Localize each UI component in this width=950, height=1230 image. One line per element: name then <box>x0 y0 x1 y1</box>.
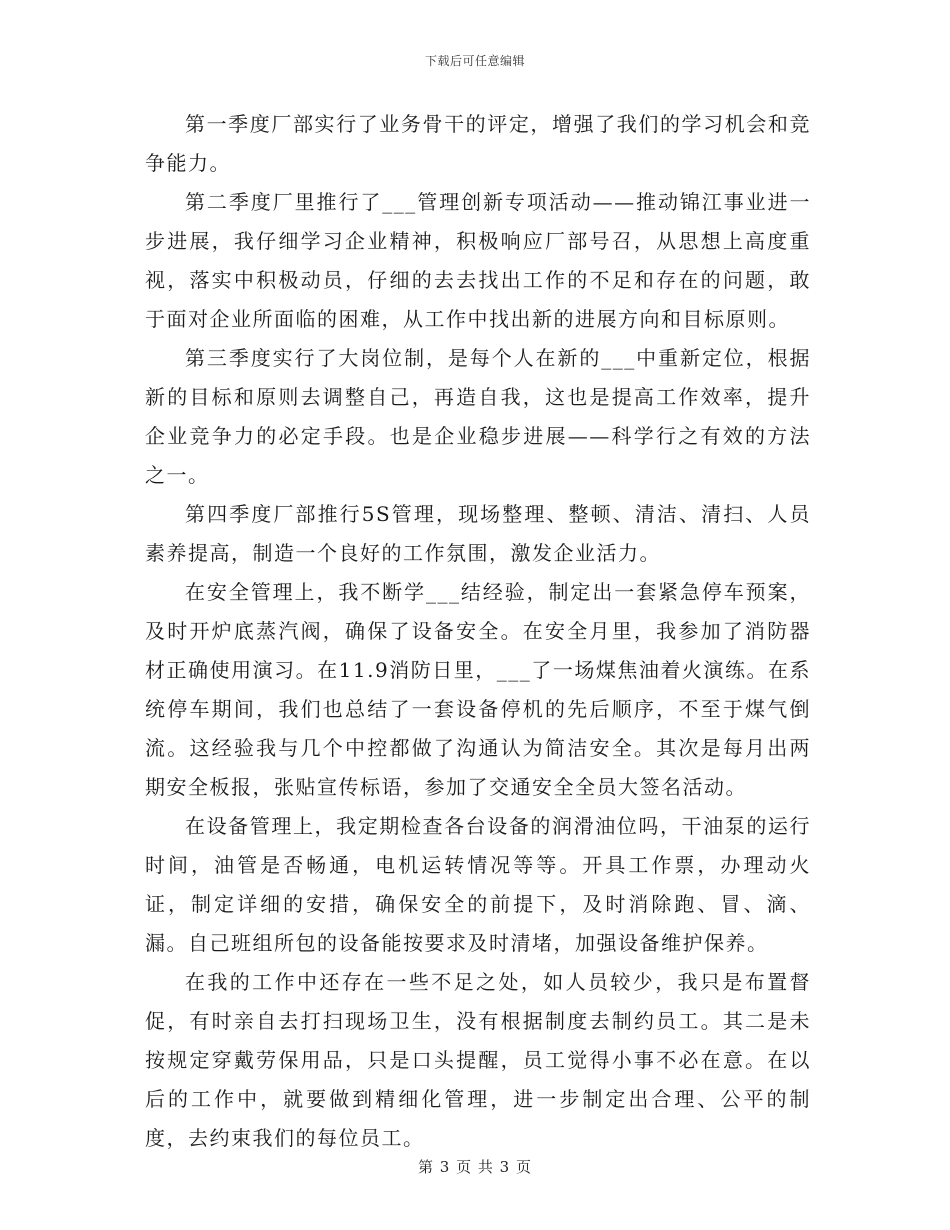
page-header: 下载后可任意编辑 <box>424 54 525 68</box>
paragraph-q1: 第一季度厂部实行了业务骨干的评定，增强了我们的学习机会和竞争能力。 <box>145 112 811 175</box>
paragraph-equipment: 在设备管理上，我定期检查各台设备的润滑油位吗，干油泵的运行时间，油管是否畅通，电机运转情况等等。开具工作票，办理动火证，制定详细的安措，确保安全的前提下，及时消除跑、冒、滴、漏。自己班组所包的设备能按要求及时清堵，加强设备维护保养。 <box>145 814 811 955</box>
paragraph-safety: 在安全管理上，我不断学___结经验，制定出一套紧急停车预案，及时开炉底蒸汽阀，确保了设备安全。在安全月里，我参加了消防器材正确使用演习。在11.9消防日里，___了一场煤焦油着火演练。在系统停车期间，我们也总结了一套设备停机的先后顺序，不至于煤气倒流。这经验我与几个中控都做了沟通认为简洁安全。其次是每月出两期安全板报，张贴宣传标语，参加了交通安全全员大签名活动。 <box>145 580 811 799</box>
paragraph-q2: 第二季度厂里推行了___管理创新专项活动——推动锦江事业进一步进展，我仔细学习企业精神，积极响应厂部号召，从思想上高度重视，落实中积极动员，仔细的去去找出工作的不足和存在的问题，敢于面对企业所面临的困难，从工作中找出新的进展方向和目标原则。 <box>145 190 811 331</box>
paragraph-q4: 第四季度厂部推行5S管理，现场整理、整顿、清洁、清扫、人员素养提高，制造一个良好的工作氛围，激发企业活力。 <box>145 502 811 565</box>
document-body <box>145 105 811 1158</box>
paragraph-shortcomings: 在我的工作中还存在一些不足之处，如人员较少，我只是布置督促，有时亲自去打扫现场卫生，没有根据制度去制约员工。其二是未按规定穿戴劳保用品，只是口头提醒，员工觉得小事不必在意。在以后的工作中，就要做到精细化管理，进一步制定出合理、公平的制度，去约束我们的每位员工。 <box>145 970 811 1150</box>
page-number-footer: 第 3 页 共 3 页 <box>418 1158 532 1176</box>
paragraph-q3: 第三季度实行了大岗位制，是每个人在新的___中重新定位，根据新的目标和原则去调整自己，再造自我，这也是提高工作效率，提升企业竞争力的必定手段。也是企业稳步进展——科学行之有效的方法之一。 <box>145 346 811 487</box>
